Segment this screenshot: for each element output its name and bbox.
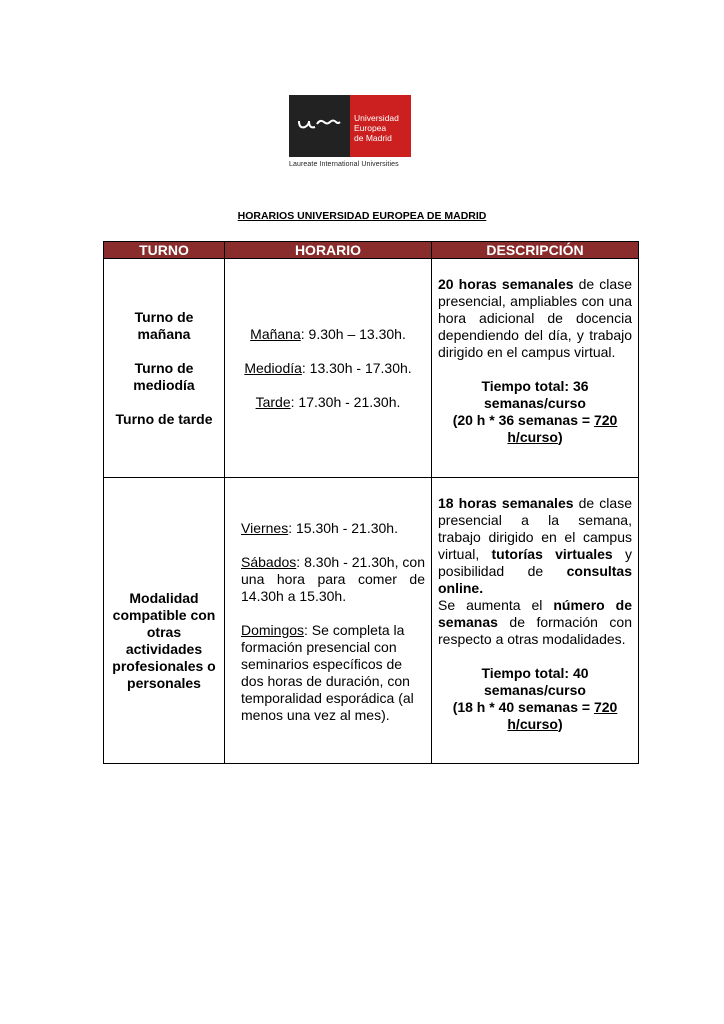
schedule-table: [103, 241, 639, 764]
header-descripcion: DESCRIPCIÓN: [432, 242, 639, 259]
tiempo-calculo: (18 h * 40 semanas = 720 h/curso): [452, 699, 618, 732]
turno-item: Turno de mañana: [134, 308, 194, 342]
logo-tagline: Laureate International Universities: [289, 161, 399, 168]
descripcion-text: 18 horas semanales de clase presencial a la semana, trabajo dirigido en el campus virtual, tutorías virtuales y posibilidad de consultas online.: [438, 495, 632, 596]
turno-item: Turno de tarde: [115, 410, 213, 427]
table-header-row: [104, 242, 639, 259]
horario-item: Mediodía: 13.30h - 17.30h.: [244, 359, 412, 376]
descripcion-cell: [432, 478, 639, 764]
brand-line: de Madrid: [354, 133, 392, 143]
header-horario: HORARIO: [225, 242, 432, 259]
brand-line: Universidad: [354, 113, 399, 123]
brand-name: [350, 95, 411, 157]
horario-item: Tarde: 17.30h - 21.30h.: [255, 393, 401, 410]
descripcion-cell: [432, 259, 639, 478]
horario-item: Viernes: 15.30h - 21.30h.: [241, 520, 398, 536]
table-row: [104, 478, 639, 764]
horario-cell: [225, 478, 432, 764]
tiempo-calculo: (20 h * 36 semanas = 720 h/curso): [452, 412, 618, 445]
turno-cell: [104, 478, 225, 764]
descripcion-text: 20 horas semanales de clase presencial, ampliables con una hora adicional de docencia dependiendo del día, y trabajo dirigido en el campus virtual.: [438, 276, 632, 360]
university-logo: [289, 95, 411, 157]
turno-item: Turno de mediodía: [133, 359, 195, 393]
horario-item: Mañana: 9.30h – 13.30h.: [250, 325, 406, 342]
tiempo-total: Tiempo total: 40 semanas/curso: [481, 665, 589, 698]
tiempo-total: Tiempo total: 36 semanas/curso: [481, 378, 589, 411]
turno-item: Modalidad compatible con otras actividades profesionales o personales: [112, 589, 216, 691]
table-row: [104, 259, 639, 478]
horario-item: Sábados: 8.30h - 21.30h, con una hora para comer de 14.30h a 15.30h.: [241, 554, 425, 604]
turno-cell: [104, 259, 225, 478]
uem-wave-icon: [297, 115, 343, 135]
document-title: HORARIOS UNIVERSIDAD EUROPEA DE MADRID: [237, 210, 487, 222]
horario-cell: [225, 259, 432, 478]
uem-symbol: [289, 95, 350, 157]
brand-line: Europea: [354, 123, 387, 133]
horario-item: Domingos: Se completa la formación presencial con seminarios específicos de dos horas de duración, con temporalidad esporádica (al menos una vez al mes).: [241, 622, 414, 723]
header-turno: TURNO: [104, 242, 225, 259]
descripcion-text: Se aumenta el número de semanas de formación con respecto a otras modalidades.: [438, 597, 632, 647]
